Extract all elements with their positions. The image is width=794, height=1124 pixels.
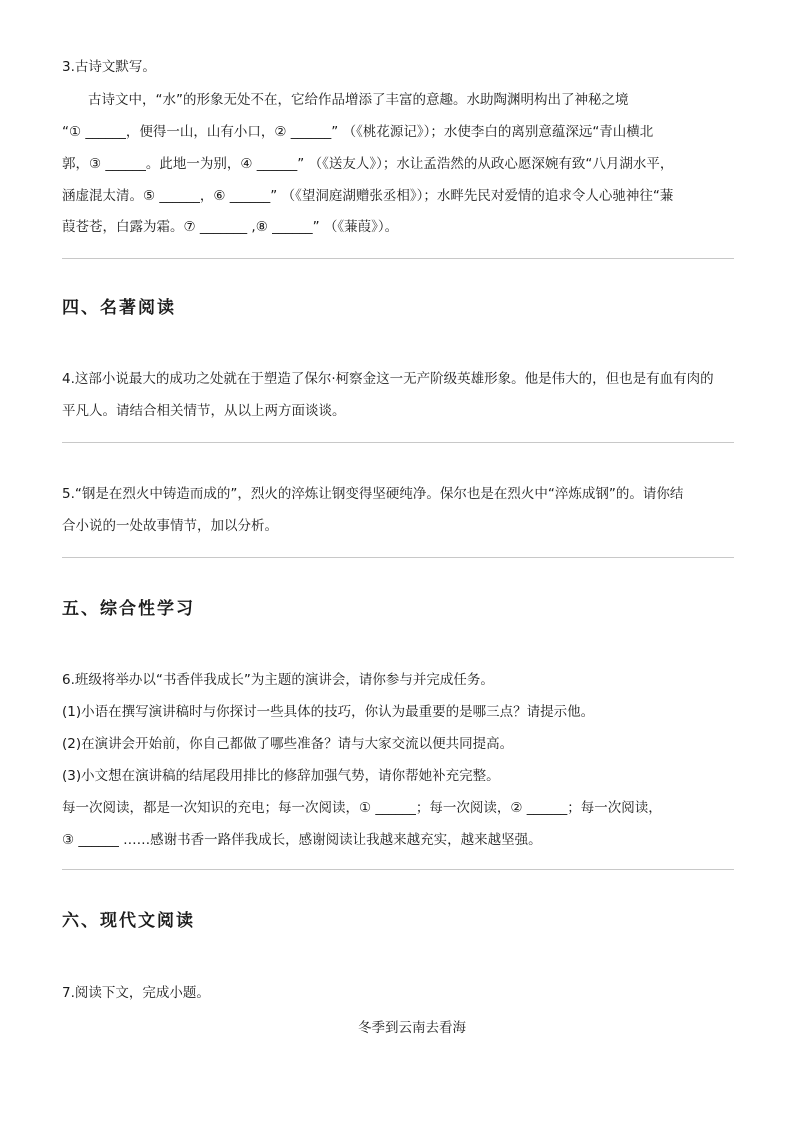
q6-line: (2)在演讲会开始前，你自己都做了哪些准备？请与大家交流以便共同提高。	[62, 736, 514, 752]
q6-line: ③ ______ ……感谢书香一路伴我成长，感谢阅读让我越来越充实，越来越坚强。	[62, 832, 542, 848]
q3-line: “① ______，便得一山，山有小口，② ______” （《桃花源记》）；水使李白的离别意蕴深远“青山横北	[62, 124, 654, 140]
q6-line: 每一次阅读，都是一次知识的充电；每一次阅读，① ______；每一次阅读，② ______；每一次阅读，	[62, 800, 662, 816]
q3-title: 3.古诗文默写。	[62, 59, 156, 75]
q3-line: 涵虚混太清。⑤ ______，⑥ ______” （《望洞庭湖赠张丞相》）；水畔先民对爱情的追求令人心驰神往“蒹	[62, 188, 674, 204]
divider	[62, 442, 734, 443]
article-title: 冬季到云南去看海	[358, 1020, 466, 1036]
q4-line: 平凡人。请结合相关情节，从以上两方面谈谈。	[62, 403, 346, 419]
q7-prompt: 7.阅读下文，完成小题。	[62, 985, 210, 1001]
q5-line: 5.“钢是在烈火中铸造而成的”，烈火的淬炼让钢变得坚硬纯净。保尔也是在烈火中“淬炼成钢”的。请你结	[62, 486, 684, 502]
q6-line: (3)小文想在演讲稿的结尾段用排比的修辞加强气势，请你帮她补充完整。	[62, 768, 500, 784]
q3-line: 郭，③ ______。此地一为别，④ ______” （《送友人》）；水让孟浩然的从政心愿深婉有致“八月湖水平，	[62, 156, 674, 172]
section-heading-4: 四、名著阅读	[62, 298, 176, 318]
q4-line: 4.这部小说最大的成功之处就在于塑造了保尔·柯察金这一无产阶级英雄形象。他是伟大的，但也是有血有肉的	[62, 371, 714, 387]
section-heading-5: 五、综合性学习	[62, 599, 195, 619]
section-heading-6: 六、现代文阅读	[62, 911, 195, 931]
q6-line: 6.班级将举办以“书香伴我成长”为主题的演讲会，请你参与并完成任务。	[62, 672, 494, 688]
divider	[62, 258, 734, 259]
divider	[62, 869, 734, 870]
q3-line: 古诗文中，“水”的形象无处不在，它给作品增添了丰富的意趣。水助陶渊明构出了神秘之境	[88, 92, 629, 108]
q6-line: (1)小语在撰写演讲稿时与你探讨一些具体的技巧，你认为最重要的是哪三点？请提示他。	[62, 704, 595, 720]
q5-line: 合小说的一处故事情节，加以分析。	[62, 518, 278, 534]
q3-line: 葭苍苍，白露为霜。⑦ _______ ,⑧ ______” （《蒹葭》）。	[62, 219, 399, 235]
divider	[62, 557, 734, 558]
